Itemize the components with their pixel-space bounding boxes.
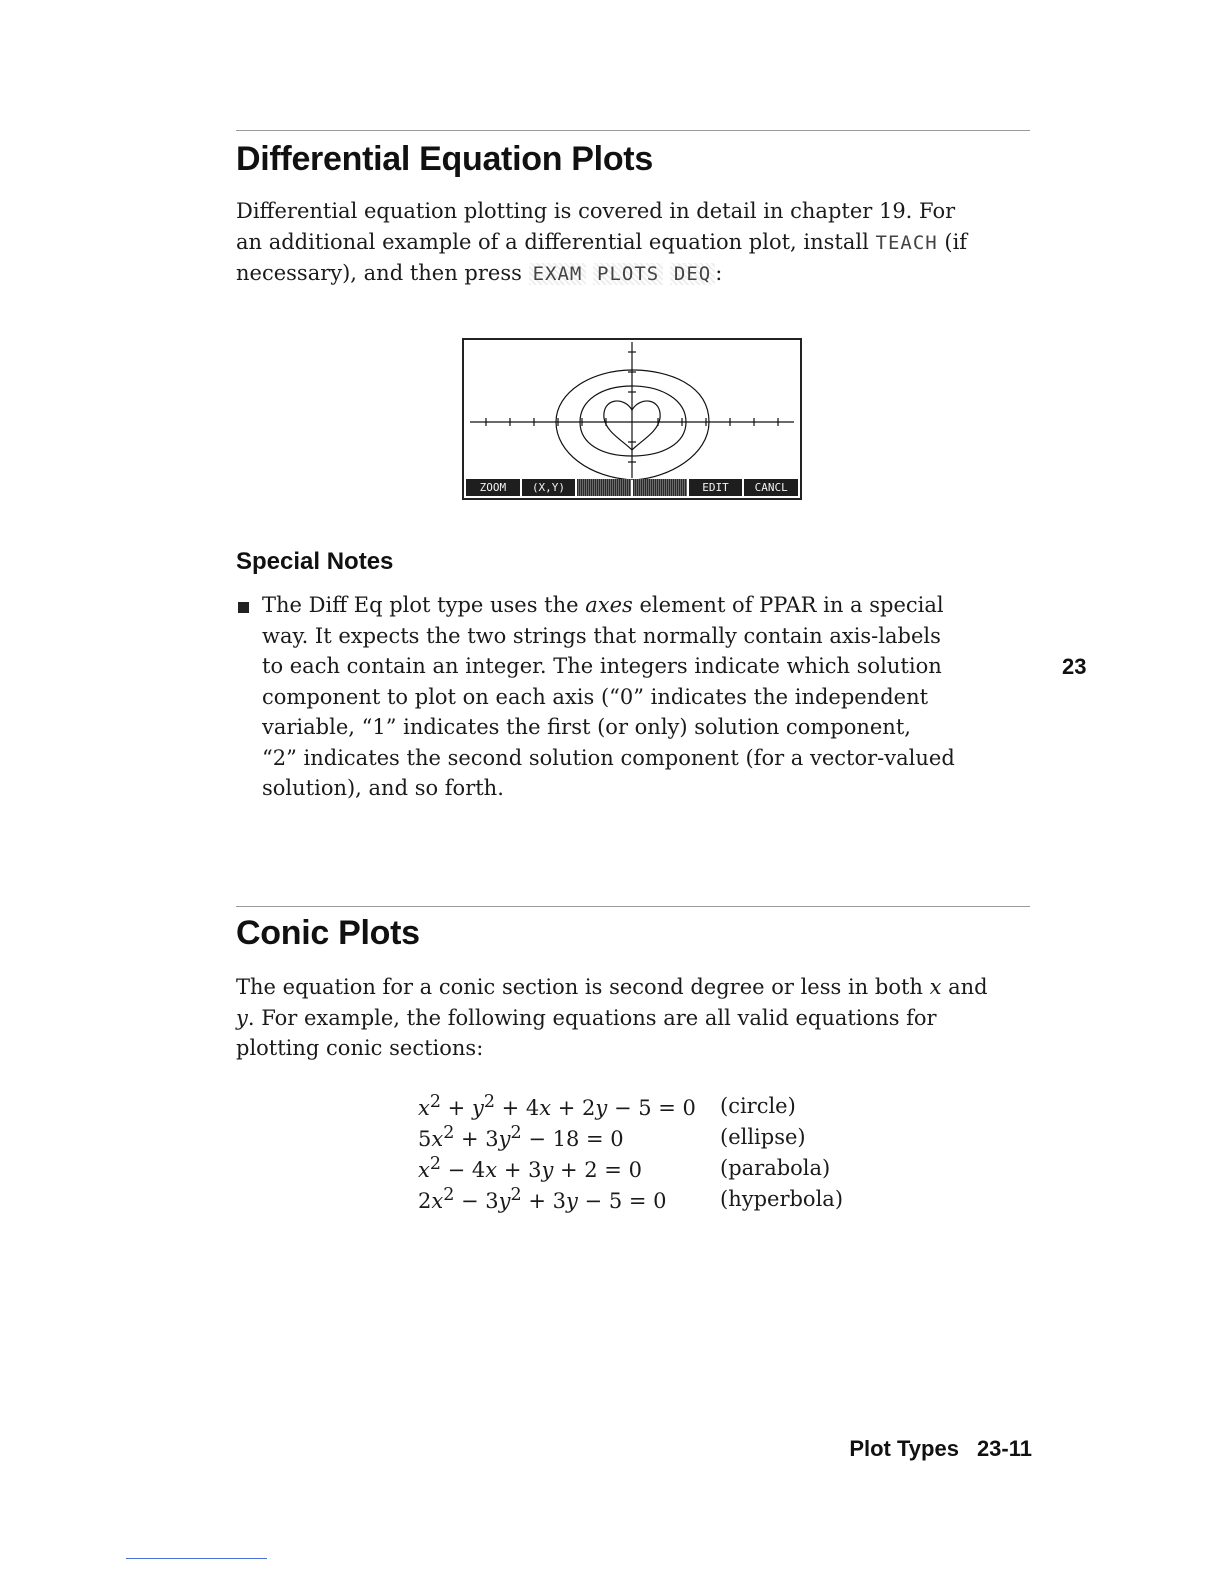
- solution-curve-middle: [580, 386, 686, 456]
- bullet-square-icon: [238, 602, 249, 613]
- axes-term: axes: [585, 593, 633, 617]
- equation-circle: $x^2 + y^2 + 4x + 2y - 5 = 0$: [418, 1091, 696, 1120]
- page-number: 23-11: [976, 1436, 1032, 1461]
- equation-row-parabola: [418, 1152, 843, 1183]
- differential-intro-paragraph: Differential equation plotting is covered in detail in chapter 19. For an additional example of a differential equation plot, install TEACH (if necessary), and then press EXAM PLOTS DEQ :: [236, 199, 968, 285]
- special-notes-heading: Special Notes: [236, 548, 394, 575]
- equation-label: (ellipse): [720, 1124, 806, 1149]
- exam-key: EXAM: [529, 263, 587, 285]
- section-rule-conic: [236, 906, 1030, 907]
- menu-key-cancl[interactable]: CANCL: [744, 479, 798, 496]
- conic-equations-table: [418, 1090, 843, 1214]
- screen-menu-bar: [466, 479, 798, 496]
- menu-key-zoom[interactable]: ZOOM: [466, 479, 520, 496]
- menu-key-blank-2: [633, 479, 687, 496]
- footer-section: Plot Types: [849, 1436, 959, 1461]
- section-rule-top: [236, 130, 1030, 131]
- equation-row-ellipse: [418, 1121, 843, 1152]
- equation-row-hyperbola: [418, 1183, 843, 1214]
- equation-label: (parabola): [720, 1155, 831, 1180]
- equation-label: (circle): [720, 1093, 796, 1118]
- equation-parabola: $x^2 - 4x + 3y + 2 = 0$: [418, 1153, 642, 1182]
- deq-key: DEQ: [670, 263, 715, 285]
- page-footer: [849, 1436, 1032, 1462]
- equation-label: (hyperbola): [720, 1186, 844, 1211]
- equation-hyperbola: $2x^2 - 3y^2 + 3y - 5 = 0$: [418, 1184, 667, 1213]
- equation-row-circle: [418, 1090, 843, 1121]
- chapter-tab: 23: [1062, 654, 1087, 679]
- menu-key-xy[interactable]: (X,Y): [522, 479, 576, 496]
- menu-key-blank-1: [577, 479, 631, 496]
- calculator-screen: [462, 338, 802, 500]
- section-title-differential: Differential Equation Plots: [236, 140, 653, 178]
- conic-intro-paragraph: The equation for a conic section is second degree or less in both x and y. For example, the following equations are all valid equations for plotting conic sections:: [236, 975, 988, 1060]
- teach-command: TEACH: [875, 231, 938, 254]
- diff-eq-plot: [464, 340, 800, 480]
- section-title-conic: Conic Plots: [236, 914, 420, 952]
- plots-key: PLOTS: [593, 263, 663, 285]
- equation-ellipse: $5x^2 + 3y^2 - 18 = 0$: [418, 1122, 624, 1151]
- intro-line-1: Differential equation plotting is covered in detail in chapter 19. For: [236, 199, 956, 223]
- special-notes-bullet: The Diff Eq plot type uses the axes element of PPAR in a special way. It expects the two strings that normally contain axis-labels to each contain an integer. The integers indicate which solution component to plot on each axis (“0” indicates the independent variable, “1” indicates the first (or only) solution component, “2” indicates the second solution component (for a vector-valued solution), and so forth.: [262, 593, 955, 800]
- menu-key-edit[interactable]: EDIT: [689, 479, 743, 496]
- bottom-link-underline: [126, 1558, 267, 1559]
